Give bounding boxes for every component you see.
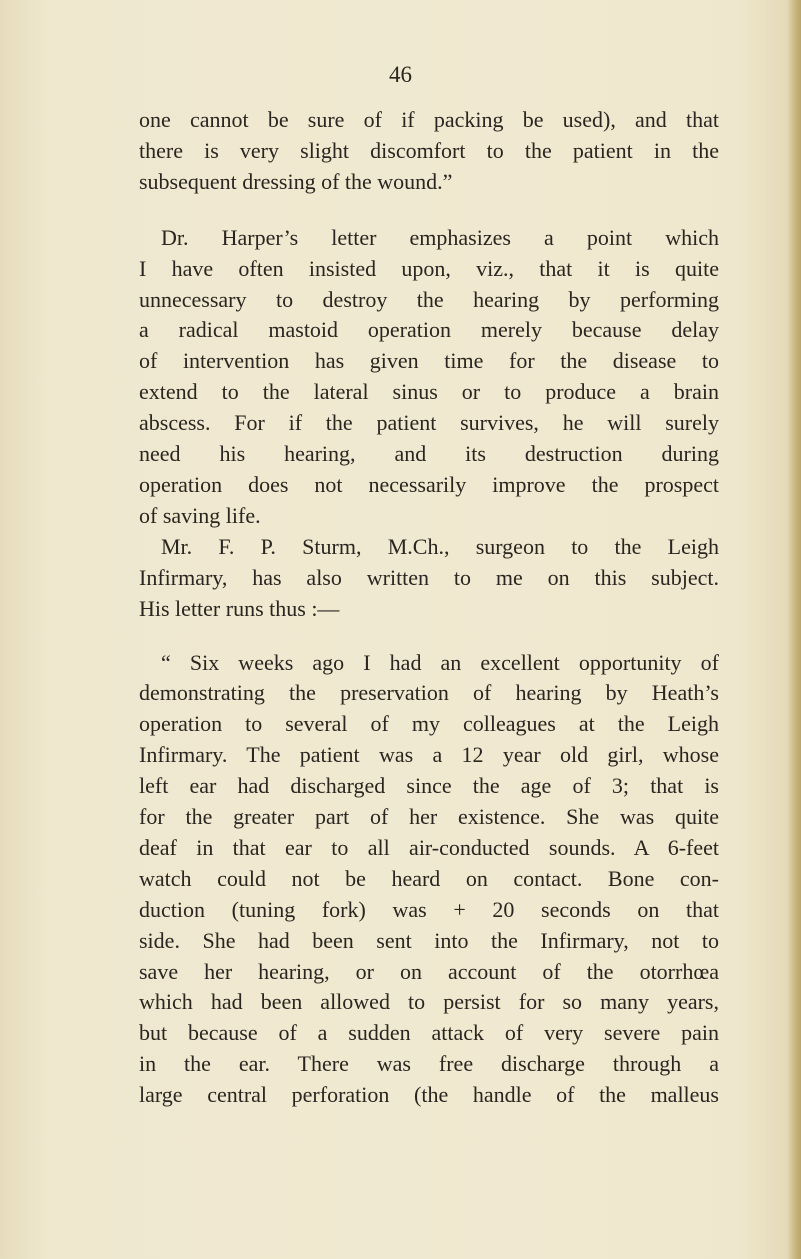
paragraph-1 xyxy=(139,105,719,198)
text-line: large central perforation (the handle of the malleus xyxy=(139,1082,719,1108)
text-line: “ Six weeks ago I had an excellent opportunity of xyxy=(161,649,719,675)
text-line: subsequent dressing of the wound.” xyxy=(139,168,453,194)
text-line: side. She had been sent into the Infirmary, not to xyxy=(139,927,719,953)
text-line: His letter runs thus :— xyxy=(139,595,340,621)
text-line: operation to several of my colleagues at the Leigh xyxy=(139,711,719,737)
text-line: but because of a sudden attack of very severe pain xyxy=(139,1020,719,1046)
text-line: Dr. Harper’s letter emphasizes a point which xyxy=(161,224,719,250)
text-line: unnecessary to destroy the hearing by performing xyxy=(139,286,719,312)
text-line: for the greater part of her existence. She was quite xyxy=(139,804,719,830)
paragraph-4-quote xyxy=(139,648,719,1112)
page-number: 46 xyxy=(389,62,412,87)
text-line: of saving life. xyxy=(139,502,261,528)
text-line: operation does not necessarily improve the prospect xyxy=(139,471,719,497)
text-line: watch could not be heard on contact. Bone con- xyxy=(139,865,719,891)
text-line: demonstrating the preservation of hearing by Heath’s xyxy=(139,680,719,706)
text-line: extend to the lateral sinus or to produce a brain xyxy=(139,379,719,405)
text-line: duction (tuning fork) was + 20 seconds on that xyxy=(139,896,719,922)
text-line: left ear had discharged since the age of 3; that is xyxy=(139,773,719,799)
text-line: a radical mastoid operation merely because delay xyxy=(139,317,719,343)
page-edge-shadow xyxy=(787,0,801,1259)
text-line: abscess. For if the patient survives, he will surely xyxy=(139,410,719,436)
text-line: Infirmary. The patient was a 12 year old girl, whose xyxy=(139,742,719,768)
text-line: which had been allowed to persist for so many years, xyxy=(139,989,719,1015)
paragraph-3 xyxy=(139,532,719,625)
text-line: deaf in that ear to all air-conducted sounds. A 6-feet xyxy=(139,834,719,860)
text-line: Infirmary, has also written to me on this subject. xyxy=(139,564,719,590)
paragraph-2 xyxy=(139,223,719,532)
text-line: of intervention has given time for the disease to xyxy=(139,348,719,374)
text-line: need his hearing, and its destruction during xyxy=(139,441,719,467)
text-line: in the ear. There was free discharge through a xyxy=(139,1051,719,1077)
text-line: there is very slight discomfort to the patient in the xyxy=(139,137,719,163)
text-line: one cannot be sure of if packing be used), and that xyxy=(139,107,719,132)
text-line: save her hearing, or on account of the otorrhœa xyxy=(139,958,719,984)
text-line: I have often insisted upon, viz., that it is quite xyxy=(139,255,719,281)
text-line: Mr. F. P. Sturm, M.Ch., surgeon to the Leigh xyxy=(161,533,719,559)
body-text xyxy=(139,105,719,1111)
